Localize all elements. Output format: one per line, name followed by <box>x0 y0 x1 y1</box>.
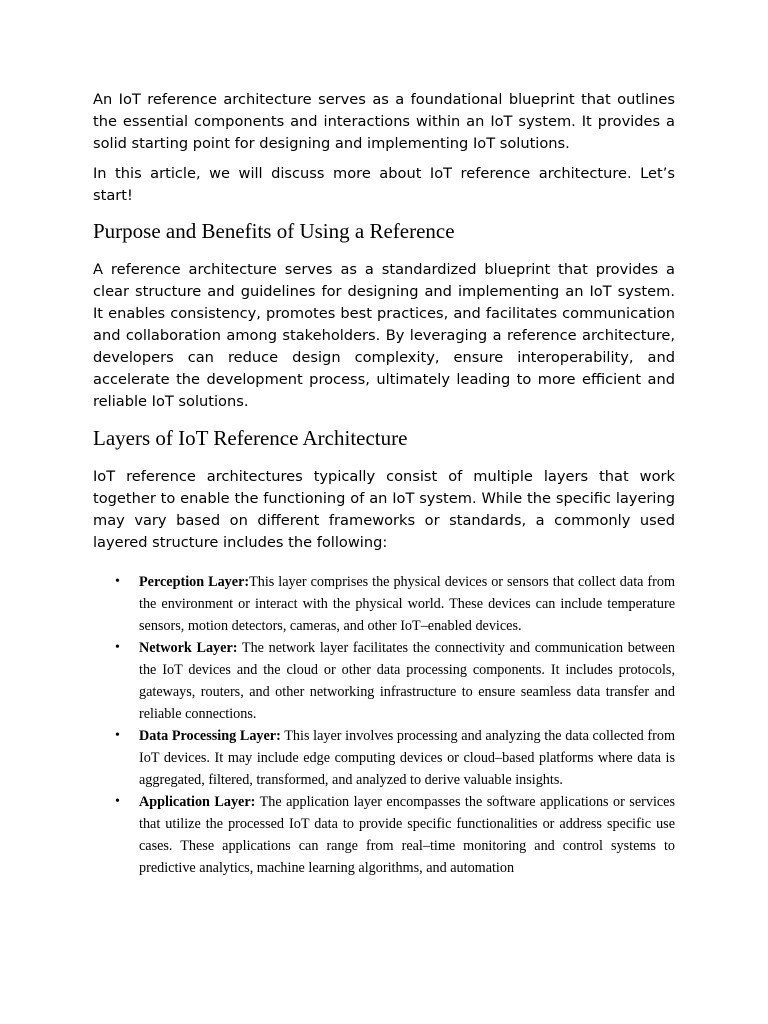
bullet-icon: • <box>115 728 120 743</box>
list-item-title: Data Processing Layer: <box>139 728 281 744</box>
list-item-text: This layer comprises the physical devices or sensors that collect data from the environment or interact with the physical world. These devices can include temperature sensors, motion detectors, cameras, and other IoT‒enabled devices. <box>139 574 675 634</box>
document-page <box>93 89 675 879</box>
intro-paragraph-2: In this article, we will discuss more about IoT reference architecture. Let’s start! <box>93 165 675 204</box>
layers-list <box>93 571 675 879</box>
bullet-icon: • <box>115 574 120 589</box>
list-item-title: Perception Layer: <box>139 574 250 590</box>
list-item-perception-layer <box>93 571 675 637</box>
list-item-data-processing-layer <box>93 725 675 791</box>
layers-intro-paragraph: IoT reference architectures typically consist of multiple layers that work together to enable the functioning of an IoT system. While the specific layering may vary based on different frameworks or standards, a commonly used layered structure includes the following: <box>93 468 675 551</box>
list-item-text: This layer involves processing and analyzing the data collected from IoT devices. It may include edge computing devices or cloud‒based platforms where data is aggregated, filtered, transformed, and analyzed to derive valuable insights. <box>139 728 676 788</box>
purpose-paragraph: A reference architecture serves as a standardized blueprint that provides a clear structure and guidelines for designing and implementing an IoT system. It enables consistency, promotes best practices, and facilitates communication and collaboration among stakeholders. By leveraging a reference architecture, developers can reduce design complexity, ensure interoperability, and accelerate the development process, ultimately leading to more efficient and reliable IoT solutions. <box>93 261 675 410</box>
list-item-title: Network Layer: <box>139 640 238 656</box>
intro-paragraph-1: An IoT reference architecture serves as a foundational blueprint that outlines the essential components and interactions within an IoT system. It provides a solid starting point for designing and implementing IoT solutions. <box>93 91 675 152</box>
list-item-text: The network layer facilitates the connectivity and communication between the IoT devices and the cloud or other data processing components. It includes protocols, gateways, routers, and other networking infrastructure to ensure seamless data transfer and reliable connections. <box>139 640 675 722</box>
bullet-icon: • <box>115 640 120 655</box>
section-heading-purpose: Purpose and Benefits of Using a Reference <box>93 219 455 243</box>
bullet-icon: • <box>115 794 120 809</box>
list-item-text: The application layer encompasses the software applications or services that utilize the processed IoT data to provide specific functionalities or address specific use cases. These applications can range from real‒time monitoring and control systems to predictive analytics, machine learning algorithms, and automation <box>139 794 675 876</box>
list-item-application-layer <box>93 791 675 879</box>
list-item-network-layer <box>93 637 675 725</box>
section-heading-layers: Layers of IoT Reference Architecture <box>93 426 408 450</box>
list-item-title: Application Layer: <box>139 794 256 810</box>
